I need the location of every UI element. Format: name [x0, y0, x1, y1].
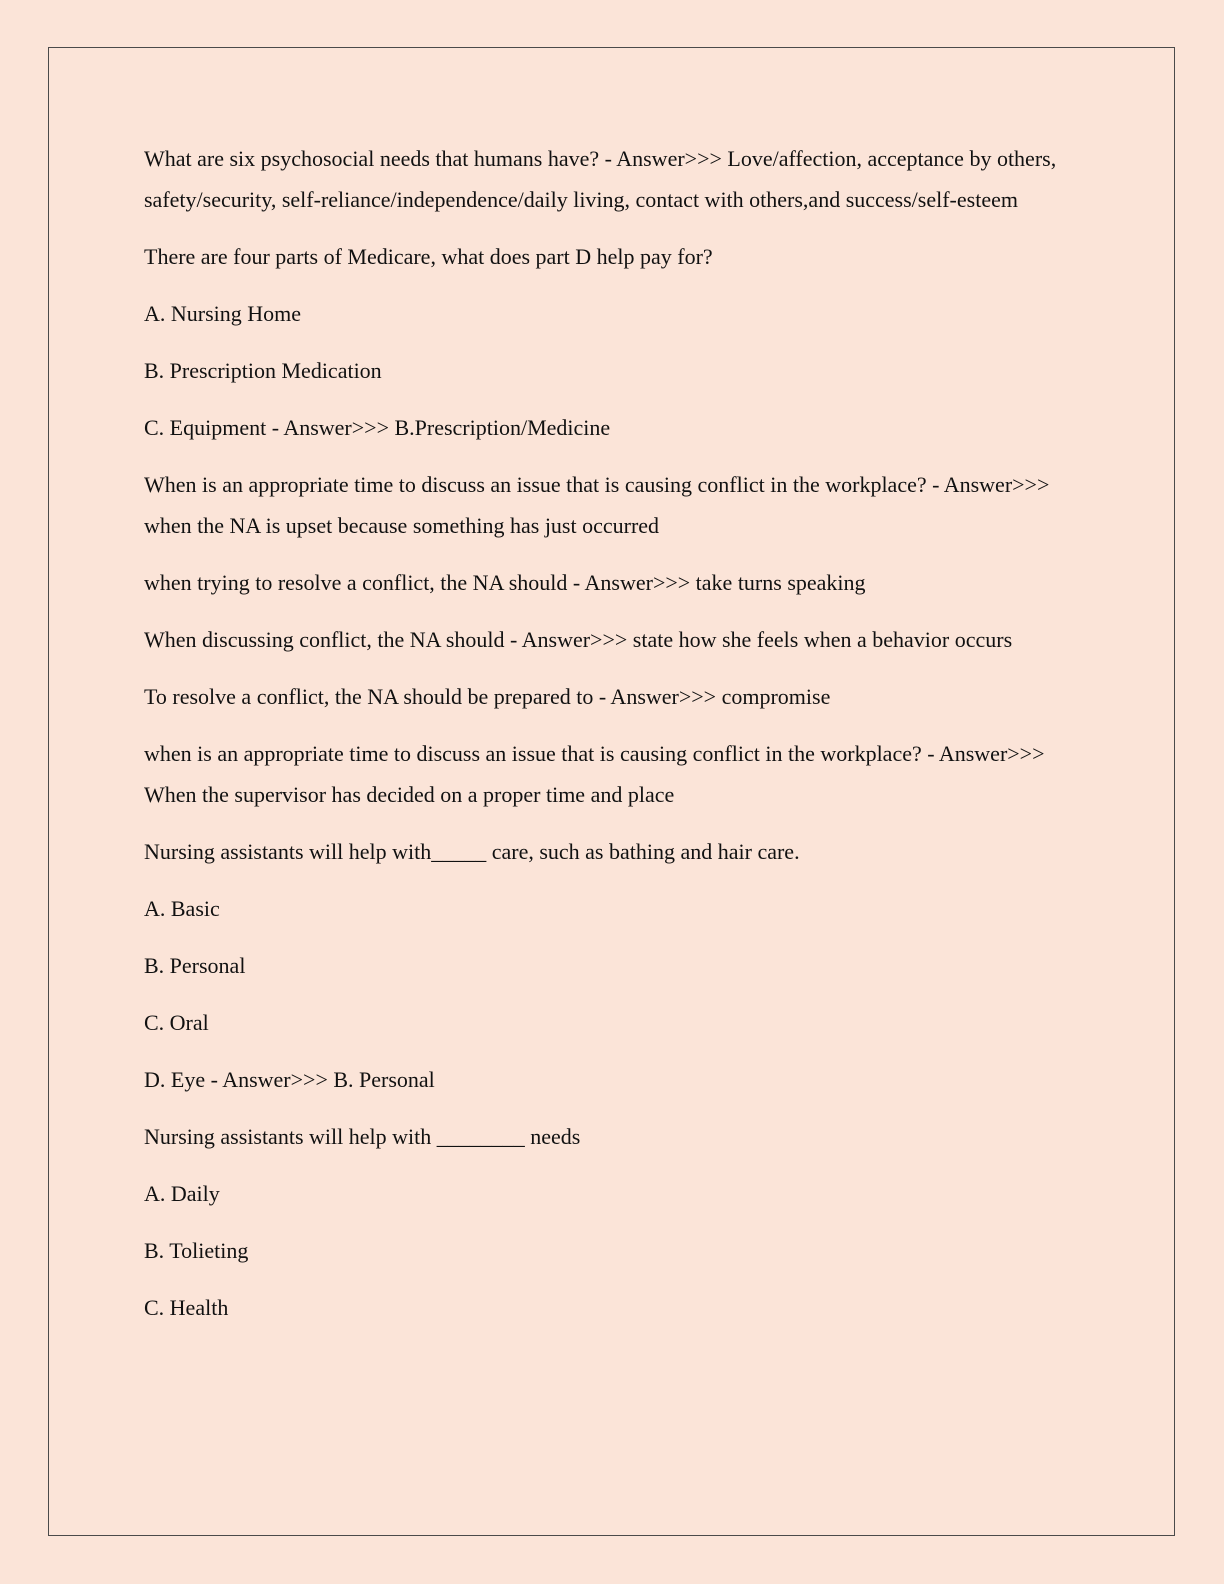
document-body [144, 138, 1084, 1344]
qa-resolve-conflict-turns: when trying to resolve a conflict, the NA should - Answer>>> take turns speaking [144, 570, 866, 595]
option-oral: C. Oral [144, 1010, 209, 1035]
option-equipment-answer: C. Equipment - Answer>>> B.Prescription/Medicine [144, 415, 611, 440]
option-eye-answer: D. Eye - Answer>>> B. Personal [144, 1067, 435, 1092]
option-nursing-home: A. Nursing Home [144, 301, 302, 326]
option-daily: A. Daily [144, 1181, 220, 1206]
qa-psychosocial-needs: What are six psychosocial needs that humans have? - Answer>>> Love/affection, acceptance by others, safety/security, self-reliance/independence/daily living, contact with others,and success/self-esteem [144, 146, 1057, 212]
option-personal: B. Personal [144, 953, 246, 978]
option-health: C. Health [144, 1295, 229, 1320]
option-basic: A. Basic [144, 896, 220, 921]
question-needs: Nursing assistants will help with ________ needs [144, 1124, 581, 1149]
question-personal-care: Nursing assistants will help with_____ care, such as bathing and hair care. [144, 839, 800, 864]
qa-conflict-time-upset: When is an appropriate time to discuss an issue that is causing conflict in the workplace? - Answer>>> when the NA is upset because something has just occurred [144, 472, 1050, 538]
qa-discussing-conflict: When discussing conflict, the NA should - Answer>>> state how she feels when a behavior occurs [144, 627, 1013, 652]
qa-compromise: To resolve a conflict, the NA should be prepared to - Answer>>> compromise [144, 684, 831, 709]
qa-conflict-time-supervisor: when is an appropriate time to discuss an issue that is causing conflict in the workplace? - Answer>>> When the supervisor has decided on a proper time and place [144, 741, 1045, 807]
option-tolieting: B. Tolieting [144, 1238, 249, 1263]
option-prescription-medication: B. Prescription Medication [144, 358, 382, 383]
question-medicare-part-d: There are four parts of Medicare, what does part D help pay for? [144, 244, 713, 269]
